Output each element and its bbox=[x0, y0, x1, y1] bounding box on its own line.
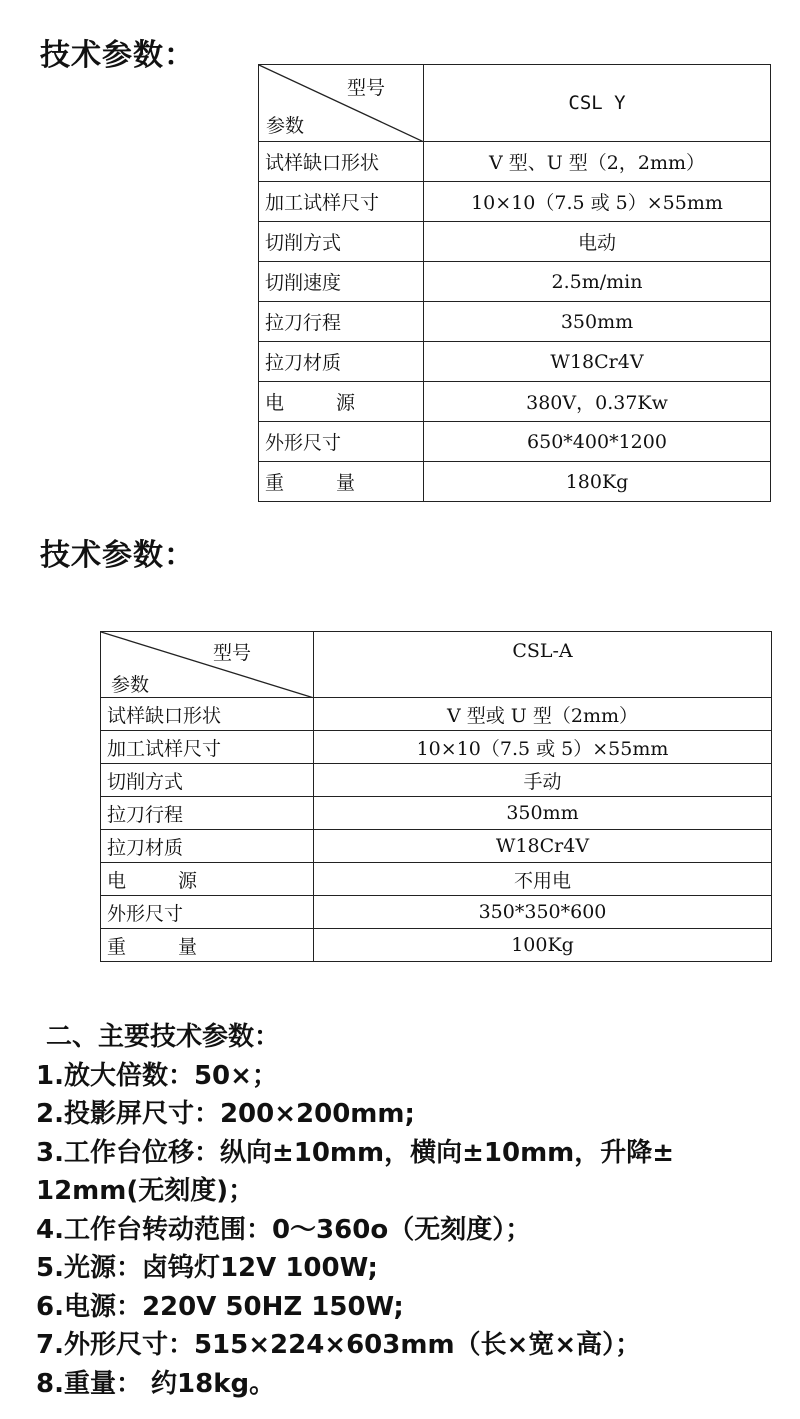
section1-heading: 技术参数： bbox=[40, 38, 195, 73]
label-char: 重 bbox=[265, 472, 285, 494]
section3-heading: 二、主要技术参数： bbox=[46, 1022, 281, 1052]
list-item: 7.外形尺寸：515×224×603mm（长×宽×高）； bbox=[36, 1330, 642, 1360]
list-item: 1.放大倍数：50×； bbox=[36, 1060, 278, 1091]
table-row-value: 手动 bbox=[314, 764, 772, 797]
model-name: CSL Y bbox=[424, 65, 771, 142]
table-header-diagonal-cell bbox=[259, 65, 424, 142]
table-row-label: 拉刀材质 bbox=[259, 342, 424, 382]
label-char: 电 bbox=[107, 869, 127, 892]
table-row-value: 350mm bbox=[314, 797, 772, 830]
table-row-label: 外形尺寸 bbox=[259, 422, 424, 462]
header-type-label: 型号 bbox=[347, 77, 386, 99]
label-char: 源 bbox=[336, 392, 356, 414]
table-row-value: 350*350*600 bbox=[314, 896, 772, 929]
table-row-label bbox=[259, 462, 424, 502]
list-item: 12mm(无刻度)； bbox=[36, 1176, 255, 1206]
list-item: 3.工作台位移：纵向±10mm，横向±10mm，升降± bbox=[36, 1137, 675, 1168]
table-row-value: 100Kg bbox=[314, 929, 772, 962]
table-header-diagonal-cell bbox=[101, 632, 314, 698]
table-row-label: 拉刀行程 bbox=[259, 302, 424, 342]
table-row-value: 350mm bbox=[424, 302, 771, 342]
table-row-label: 试样缺口形状 bbox=[259, 142, 424, 182]
table-row-label bbox=[259, 382, 424, 422]
table-row-value: 380V，0.37Kw bbox=[424, 382, 771, 422]
table-row-value: W18Cr4V bbox=[314, 830, 772, 863]
label-char: 源 bbox=[178, 869, 198, 892]
table-row-value: 10×10（7.5 或 5）×55mm bbox=[314, 731, 772, 764]
spec-table-csl-a bbox=[100, 631, 772, 962]
table-row-value: 180Kg bbox=[424, 462, 771, 502]
table-row-label: 切削方式 bbox=[259, 222, 424, 262]
table-row-label: 拉刀材质 bbox=[101, 830, 314, 863]
table-row-value: 电动 bbox=[424, 222, 771, 262]
table-row-value: 不用电 bbox=[314, 863, 772, 896]
table-row-label bbox=[101, 929, 314, 962]
list-item: 6.电源：220V 50HZ 150W; bbox=[36, 1291, 404, 1322]
table-row-label: 外形尺寸 bbox=[101, 896, 314, 929]
header-param-label: 参数 bbox=[266, 115, 305, 137]
list-item: 2.投影屏尺寸：200×200mm; bbox=[36, 1099, 415, 1129]
label-char: 量 bbox=[178, 935, 198, 958]
model-name: CSL-A bbox=[314, 632, 772, 698]
table-row-value: V 型或 U 型（2mm） bbox=[314, 698, 772, 731]
table-row-label: 拉刀行程 bbox=[101, 797, 314, 830]
table-row-label: 切削速度 bbox=[259, 262, 424, 302]
label-char: 电 bbox=[265, 392, 285, 414]
table-row-label: 试样缺口形状 bbox=[101, 698, 314, 731]
list-item: 4.工作台转动范围：0～360o（无刻度）； bbox=[36, 1214, 532, 1245]
table-row-label bbox=[101, 863, 314, 896]
table-row-value: 2.5m/min bbox=[424, 262, 771, 302]
table-row-value: 10×10（7.5 或 5）×55mm bbox=[424, 182, 771, 222]
table-row-value: W18Cr4V bbox=[424, 342, 771, 382]
table-row-label: 加工试样尺寸 bbox=[101, 731, 314, 764]
list-item: 8.重量： 约18kg。 bbox=[36, 1368, 276, 1399]
label-char: 量 bbox=[336, 472, 356, 494]
list-item: 5.光源：卤钨灯12V 100W; bbox=[36, 1253, 378, 1283]
table-row-value: V 型、U 型（2，2mm） bbox=[424, 142, 771, 182]
table-row-label: 切削方式 bbox=[101, 764, 314, 797]
header-type-label: 型号 bbox=[213, 642, 252, 664]
label-char: 重 bbox=[107, 935, 127, 958]
main-parameters-list bbox=[36, 1018, 674, 1403]
table-row-value: 650*400*1200 bbox=[424, 422, 771, 462]
header-param-label: 参数 bbox=[111, 674, 150, 696]
section2-heading: 技术参数： bbox=[40, 538, 195, 573]
spec-table-csl-y bbox=[258, 64, 771, 502]
table-row-label: 加工试样尺寸 bbox=[259, 182, 424, 222]
